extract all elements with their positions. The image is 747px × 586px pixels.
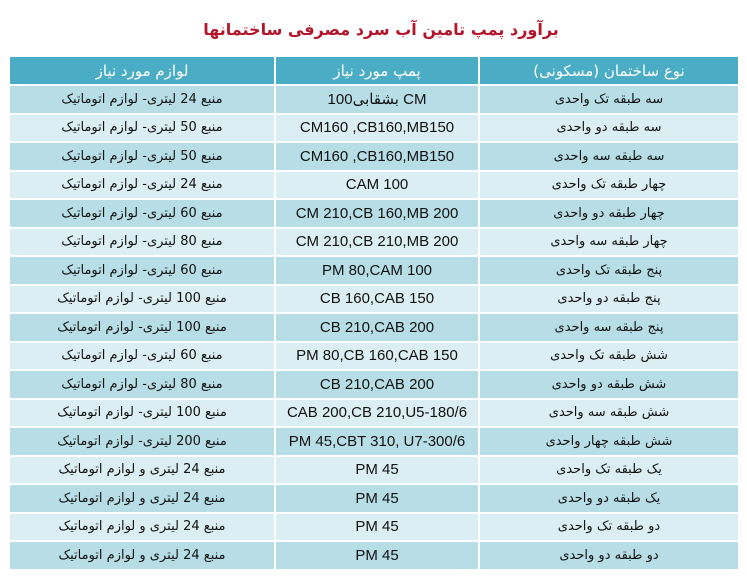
table-row bbox=[10, 172, 738, 199]
cell-building-type: پنج طبقه تک واحدی bbox=[480, 257, 738, 284]
cell-accessories: منبع 24 لیتری و لوازم اتوماتیک bbox=[10, 457, 274, 484]
cell-pump: PM 45,CBT 310, U7-300/6 bbox=[276, 428, 478, 455]
cell-building-type: سه طبقه دو واحدی bbox=[480, 115, 738, 142]
cell-building-type: دو طبقه تک واحدی bbox=[480, 514, 738, 541]
cell-pump: CM 210,CB 210,MB 200 bbox=[276, 229, 478, 256]
table-row bbox=[10, 428, 738, 455]
table-row bbox=[10, 314, 738, 341]
cell-pump: CB 160,CAB 150 bbox=[276, 286, 478, 313]
cell-building-type: چهار طبقه دو واحدی bbox=[480, 200, 738, 227]
cell-building-type: سه طبقه تک واحدی bbox=[480, 86, 738, 113]
cell-accessories: منبع 24 لیتری- لوازم اتوماتیک bbox=[10, 172, 274, 199]
table-row bbox=[10, 457, 738, 484]
cell-building-type: دو طبقه دو واحدی bbox=[480, 542, 738, 569]
cell-accessories: منبع 24 لیتری و لوازم اتوماتیک bbox=[10, 514, 274, 541]
table-row bbox=[10, 143, 738, 170]
cell-building-type: یک طبقه دو واحدی bbox=[480, 485, 738, 512]
cell-accessories: منبع 24 لیتری- لوازم اتوماتیک bbox=[10, 86, 274, 113]
cell-pump: CB 210,CAB 200 bbox=[276, 371, 478, 398]
cell-pump: PM 80,CB 160,CAB 150 bbox=[276, 343, 478, 370]
cell-pump: CAB 200,CB 210,U5-180/6 bbox=[276, 400, 478, 427]
table-row bbox=[10, 514, 738, 541]
table-row bbox=[10, 115, 738, 142]
header-accessories: لوازم مورد نیاز bbox=[10, 57, 274, 84]
cell-accessories: منبع 24 لیتری و لوازم اتوماتیک bbox=[10, 485, 274, 512]
cell-accessories: منبع 50 لیتری- لوازم اتوماتیک bbox=[10, 115, 274, 142]
cell-building-type: سه طبقه سه واحدی bbox=[480, 143, 738, 170]
cell-building-type: پنج طبقه دو واحدی bbox=[480, 286, 738, 313]
cell-pump: PM 80,CAM 100 bbox=[276, 257, 478, 284]
cell-pump: CB 210,CAB 200 bbox=[276, 314, 478, 341]
cell-building-type: چهار طبقه سه واحدی bbox=[480, 229, 738, 256]
table-row bbox=[10, 343, 738, 370]
cell-accessories: منبع 100 لیتری- لوازم اتوماتیک bbox=[10, 400, 274, 427]
table-row bbox=[10, 400, 738, 427]
table-row bbox=[10, 286, 738, 313]
pump-estimate-table bbox=[8, 55, 740, 571]
cell-pump: PM 45 bbox=[276, 514, 478, 541]
header-building-type: نوع ساختمان (مسکونی) bbox=[480, 57, 738, 84]
cell-building-type: شش طبقه سه واحدی bbox=[480, 400, 738, 427]
table-row bbox=[10, 485, 738, 512]
table-row bbox=[10, 542, 738, 569]
cell-building-type: شش طبقه چهار واحدی bbox=[480, 428, 738, 455]
cell-building-type: چهار طبقه تک واحدی bbox=[480, 172, 738, 199]
table-row bbox=[10, 229, 738, 256]
table-row bbox=[10, 86, 738, 113]
cell-pump: CAM 100 bbox=[276, 172, 478, 199]
cell-building-type: شش طبقه دو واحدی bbox=[480, 371, 738, 398]
cell-pump: PM 45 bbox=[276, 485, 478, 512]
cell-accessories: منبع 80 لیتری- لوازم اتوماتیک bbox=[10, 371, 274, 398]
page-title: برآورد پمپ تامین آب سرد مصرفی ساختمانها bbox=[203, 20, 559, 39]
cell-pump: CM 210,CB 160,MB 200 bbox=[276, 200, 478, 227]
header-pump: پمپ مورد نیاز bbox=[276, 57, 478, 84]
cell-accessories: منبع 50 لیتری- لوازم اتوماتیک bbox=[10, 143, 274, 170]
cell-pump: PM 45 bbox=[276, 457, 478, 484]
cell-accessories: منبع 80 لیتری- لوازم اتوماتیک bbox=[10, 229, 274, 256]
table-row bbox=[10, 371, 738, 398]
cell-building-type: یک طبقه تک واحدی bbox=[480, 457, 738, 484]
cell-accessories: منبع 60 لیتری- لوازم اتوماتیک bbox=[10, 257, 274, 284]
cell-building-type: شش طبقه تک واحدی bbox=[480, 343, 738, 370]
cell-building-type: پنج طبقه سه واحدی bbox=[480, 314, 738, 341]
cell-accessories: منبع 60 لیتری- لوازم اتوماتیک bbox=[10, 343, 274, 370]
cell-pump: 100بشقابی CM bbox=[276, 86, 478, 113]
cell-pump: CM160 ,CB160,MB150 bbox=[276, 115, 478, 142]
table-row bbox=[10, 200, 738, 227]
cell-accessories: منبع 200 لیتری- لوازم اتوماتیک bbox=[10, 428, 274, 455]
table-header-row bbox=[10, 57, 738, 84]
cell-pump: CM160 ,CB160,MB150 bbox=[276, 143, 478, 170]
cell-accessories: منبع 60 لیتری- لوازم اتوماتیک bbox=[10, 200, 274, 227]
cell-accessories: منبع 100 لیتری- لوازم اتوماتیک bbox=[10, 286, 274, 313]
cell-pump: PM 45 bbox=[276, 542, 478, 569]
cell-accessories: منبع 100 لیتری- لوازم اتوماتیک bbox=[10, 314, 274, 341]
cell-accessories: منبع 24 لیتری و لوازم اتوماتیک bbox=[10, 542, 274, 569]
table-row bbox=[10, 257, 738, 284]
